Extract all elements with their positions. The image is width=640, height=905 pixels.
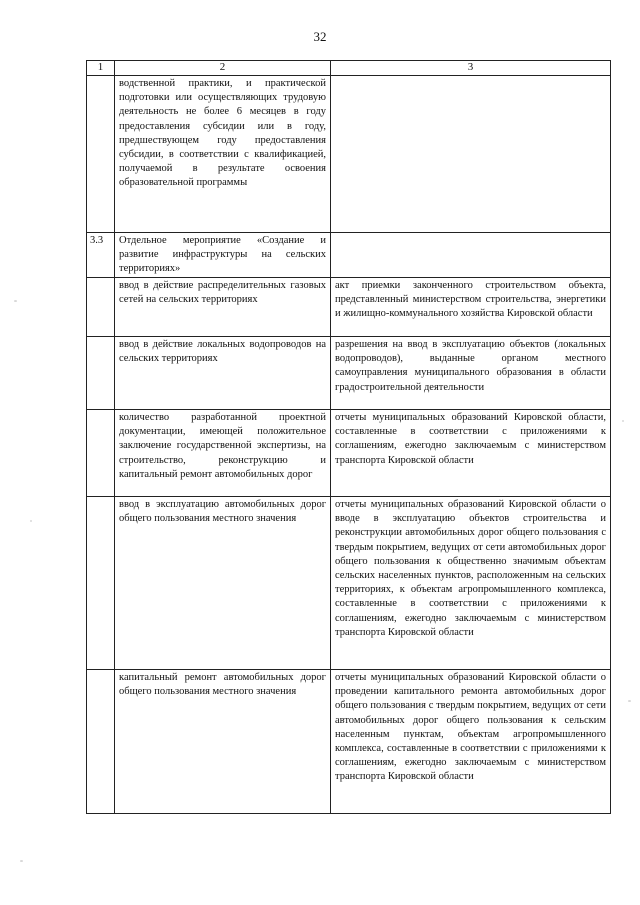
indicator-cell: Отдельное мероприятие «Создание и развитие инфраструктуры на сельских территориях» [115,233,331,278]
header-col-3: 3 [331,61,611,76]
source-cell: разрешения на ввод в эксплуатацию объектов (локальных водопроводов), выданные органом местного самоуправления муниципального образования в области градостроительной деятельности [331,337,611,410]
row-number [87,337,115,410]
table-row [87,76,611,233]
scan-speckle [20,860,23,862]
header-col-2: 2 [115,61,331,76]
row-number [87,76,115,233]
scan-speckle [622,420,624,422]
header-col-1: 1 [87,61,115,76]
source-cell [331,76,611,233]
source-cell: акт приемки законченного строительством объекта, представленный министерством строительства, энергетики и жилищно-коммунального хозяйства Кировской области [331,278,611,337]
row-number [87,497,115,670]
indicator-cell: ввод в действие локальных водопроводов на сельских территориях [115,337,331,410]
source-cell: отчеты муниципальных образований Кировской области о вводе в эксплуатацию объектов строительства и реконструкции автомобильных дорог общего пользования с твердым покрытием, ведущих от сети автомобильных дорог общего пользования к общественно значимым объектам сельских населенных пунктов, расположенным на сельских территориях, к объектам агропромышленного комплекса, составленные в соответствии с приложениями к соглашениям, ежегодно заключаемым с министерством транспорта Кировской области [331,497,611,670]
indicator-cell: ввод в эксплуатацию автомобильных дорог общего пользования местного значения [115,497,331,670]
indicator-cell: капитальный ремонт автомобильных дорог общего пользования местного значения [115,670,331,814]
table-row [87,337,611,410]
row-number [87,278,115,337]
source-cell: отчеты муниципальных образований Кировской области о проведении капитального ремонта автомобильных дорог общего пользования с твердым покрытием, ведущих от сети автомобильных дорог общего пользования к сельским населенным пунктам, объектам агропромышленного комплекса, составленные в соответствии с приложениями к соглашениям, ежегодно заключаемым с министерством транспорта Кировской области [331,670,611,814]
scan-speckle [30,520,32,522]
source-cell: отчеты муниципальных образований Кировской области, составленные в соответствии с приложениями к соглашениям, ежегодно заключаемым с министерством транспорта Кировской области [331,410,611,497]
row-number [87,670,115,814]
indicator-cell: ввод в действие распределительных газовых сетей на сельских территориях [115,278,331,337]
table-header-row [87,61,611,76]
source-cell [331,233,611,278]
scan-speckle [14,300,17,302]
table-row [87,233,611,278]
document-table [86,60,611,814]
row-number [87,410,115,497]
row-number: 3.3 [87,233,115,278]
indicator-cell: водственной практики, и практической подготовки или осуществляющих трудовую деятельность не более 6 месяцев в году предоставления субсидии или в году, предшествующем году предоставления субсидии, в соответствии с квалификацией, получаемой в результате освоения образовательной программы [115,76,331,233]
scan-speckle [628,700,631,702]
page-number: 32 [313,29,327,44]
indicator-cell: количество разработанной проектной документации, имеющей положительное заключение государственной экспертизы, на строительство, реконструкцию и капитальный ремонт автомобильных дорог [115,410,331,497]
table-row [87,410,611,497]
table-row [87,670,611,814]
table-row [87,278,611,337]
table-row [87,497,611,670]
